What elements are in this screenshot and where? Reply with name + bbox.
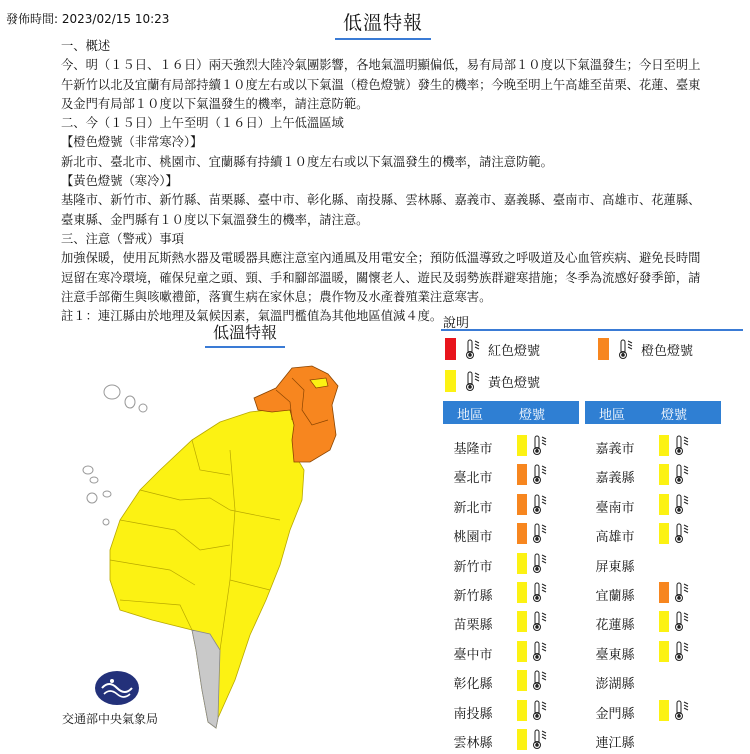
table-row bbox=[443, 640, 579, 664]
thermometer-cold-icon bbox=[464, 370, 482, 392]
signal-swatch bbox=[659, 464, 669, 485]
overview-text: 今、明（１５日、１６日）兩天強烈大陸冷氣團影響，各地氣溫明顯偏低，易有局部１０度以下氣溫發生；今日至明上午新竹以北及宜蘭有局部持續１０度左右或以下氣溫（橙色燈號）發生的機率；今晚至明上午高雄至苗栗、花蓮、臺東及金門有局部１０度以下氣溫發生的機率，請注意防範。 bbox=[61, 58, 701, 111]
table-row bbox=[443, 610, 579, 634]
thermometer-cold-icon bbox=[531, 669, 549, 695]
signal-swatch bbox=[659, 494, 669, 515]
table-row bbox=[585, 463, 721, 487]
signal-swatch bbox=[659, 641, 669, 662]
header-signal: 燈號 bbox=[661, 408, 688, 423]
region-name: 基隆市 bbox=[453, 442, 493, 457]
legend-label-orange: 橙色燈號 bbox=[641, 343, 694, 359]
yellow-heading: 【黃色燈號（寒冷）】 bbox=[61, 174, 178, 189]
section-heading-caution: 三、注意（警戒）事項 bbox=[61, 231, 184, 246]
signal-swatch bbox=[517, 464, 527, 485]
page-title: 低溫特報 bbox=[335, 8, 431, 40]
region-name: 新竹縣 bbox=[453, 589, 493, 604]
table-row bbox=[585, 640, 721, 664]
header-region: 地區 bbox=[599, 408, 626, 423]
region-name: 臺北市 bbox=[453, 471, 493, 487]
signal-swatch bbox=[517, 553, 527, 574]
region-name: 彰化縣 bbox=[453, 677, 493, 693]
table-row bbox=[585, 728, 721, 752]
table-row bbox=[585, 552, 721, 576]
thermometer-cold-icon bbox=[531, 728, 549, 754]
thermometer-cold-icon bbox=[531, 699, 549, 725]
region-name: 金門縣 bbox=[595, 706, 635, 722]
thermometer-cold-icon bbox=[673, 640, 691, 666]
region-name: 臺南市 bbox=[595, 500, 635, 516]
signal-swatch bbox=[659, 523, 669, 544]
thermometer-cold-icon bbox=[617, 338, 635, 360]
table-row bbox=[585, 522, 721, 546]
table-row bbox=[585, 669, 721, 693]
thermometer-cold-icon bbox=[531, 493, 549, 519]
yellow-text: 基隆市、新竹市、新竹縣、苗栗縣、臺中市、彰化縣、南投縣、雲林縣、嘉義市、嘉義縣、臺南市、高雄市、花蓮縣、臺東縣、金門縣有１０度以下氣溫發生的機率，請注意。 bbox=[61, 193, 701, 227]
agency-name: 交通部中央氣象局 bbox=[62, 712, 159, 726]
publish-time: 發佈時間: 2023/02/15 10:23 bbox=[6, 12, 170, 26]
signal-swatch bbox=[659, 435, 669, 456]
table-row bbox=[443, 552, 579, 576]
signal-swatch bbox=[517, 641, 527, 662]
thermometer-cold-icon bbox=[673, 581, 691, 607]
legend-item-yellow bbox=[445, 370, 540, 392]
legend-title: 說明 bbox=[443, 316, 470, 331]
legend-item-orange bbox=[598, 338, 693, 360]
signal-swatch bbox=[659, 700, 669, 721]
signal-swatch bbox=[517, 582, 527, 603]
orange-heading: 【橙色燈號（非常寒冷）】 bbox=[61, 135, 203, 150]
table-header-left bbox=[443, 401, 579, 424]
region-name: 南投縣 bbox=[453, 706, 493, 722]
table-row bbox=[443, 699, 579, 723]
thermometer-cold-icon bbox=[531, 522, 549, 548]
signal-swatch bbox=[517, 729, 527, 750]
region-name: 屏東縣 bbox=[595, 559, 635, 575]
thermometer-cold-icon bbox=[531, 434, 549, 460]
legend-item-red bbox=[445, 338, 540, 360]
red-swatch bbox=[445, 338, 456, 360]
region-name: 嘉義縣 bbox=[595, 471, 635, 487]
cwb-logo bbox=[92, 668, 142, 708]
footnote: 註１：連江縣由於地理及氣候因素，氣溫門檻值為其他地區值減４度。 bbox=[61, 309, 443, 324]
region-name: 桃園市 bbox=[453, 530, 493, 546]
region-name: 臺東縣 bbox=[595, 647, 635, 663]
region-name: 連江縣 bbox=[595, 736, 635, 751]
region-name: 新竹市 bbox=[453, 559, 493, 575]
map-title: 低溫特報 bbox=[205, 320, 285, 348]
thermometer-cold-icon bbox=[673, 463, 691, 489]
legend-label-red: 紅色燈號 bbox=[488, 343, 541, 359]
table-header-right bbox=[585, 401, 721, 424]
section-heading-area: 二、今（１５日）上午至明（１６日）上午低溫區域 bbox=[61, 116, 344, 131]
orange-text: 新北市、臺北市、桃園市、宜蘭縣有持續１０度左右或以下氣溫發生的機率，請注意防範。 bbox=[61, 154, 553, 169]
table-row bbox=[585, 493, 721, 517]
orange-swatch bbox=[598, 338, 609, 360]
table-row bbox=[585, 434, 721, 458]
thermometer-cold-icon bbox=[673, 434, 691, 460]
region-name: 新北市 bbox=[453, 500, 493, 516]
table-row bbox=[443, 463, 579, 487]
signal-swatch bbox=[517, 611, 527, 632]
section-heading-overview: 一、概述 bbox=[61, 39, 111, 53]
signal-swatch bbox=[659, 611, 669, 632]
thermometer-cold-icon bbox=[531, 463, 549, 489]
table-row bbox=[443, 669, 579, 693]
thermometer-cold-icon bbox=[464, 338, 482, 360]
region-name: 宜蘭縣 bbox=[595, 589, 635, 604]
legend-label-yellow: 黃色燈號 bbox=[488, 375, 541, 391]
gray-region bbox=[192, 630, 220, 728]
region-name: 苗栗縣 bbox=[453, 618, 493, 634]
header-region: 地區 bbox=[457, 408, 484, 423]
table-row bbox=[585, 581, 721, 605]
region-name: 雲林縣 bbox=[453, 736, 493, 751]
signal-swatch bbox=[517, 523, 527, 544]
table-row bbox=[443, 522, 579, 546]
thermometer-cold-icon bbox=[673, 610, 691, 636]
table-row bbox=[443, 434, 579, 458]
report-body bbox=[61, 37, 701, 326]
region-name: 高雄市 bbox=[595, 530, 635, 546]
table-row bbox=[585, 699, 721, 723]
yellow-swatch bbox=[445, 370, 456, 392]
signal-swatch bbox=[517, 494, 527, 515]
region-name: 臺中市 bbox=[453, 647, 493, 663]
caution-text: 加強保暖，使用瓦斯熱水器及電暖器具應注意室內通風及用電安全；預防低溫導致之呼吸道及心血管疾病、避免長時間逗留在寒冷環境，確保兒童之頭、頸、手和腳部溫暖，關懷老人、遊民及弱勢族群避寒措施；冬季為流感好發季節，請注意手部衛生與咳嗽禮節，落實生病在家休息；農作物及水產養殖業注意寒害。 bbox=[61, 251, 701, 304]
table-row bbox=[443, 728, 579, 752]
thermometer-cold-icon bbox=[531, 640, 549, 666]
signal-swatch bbox=[517, 670, 527, 691]
thermometer-cold-icon bbox=[673, 522, 691, 548]
header-signal: 燈號 bbox=[519, 408, 546, 423]
table-row bbox=[443, 493, 579, 517]
thermometer-cold-icon bbox=[673, 699, 691, 725]
thermometer-cold-icon bbox=[531, 581, 549, 607]
signal-swatch bbox=[659, 582, 669, 603]
legend-divider bbox=[441, 329, 743, 331]
region-name: 澎湖縣 bbox=[595, 677, 635, 693]
region-name: 嘉義市 bbox=[595, 442, 635, 457]
region-name: 花蓮縣 bbox=[595, 618, 635, 634]
thermometer-cold-icon bbox=[531, 552, 549, 578]
thermometer-cold-icon bbox=[673, 493, 691, 519]
signal-swatch bbox=[517, 435, 527, 456]
table-row bbox=[443, 581, 579, 605]
table-row bbox=[585, 610, 721, 634]
signal-swatch bbox=[517, 700, 527, 721]
thermometer-cold-icon bbox=[531, 610, 549, 636]
